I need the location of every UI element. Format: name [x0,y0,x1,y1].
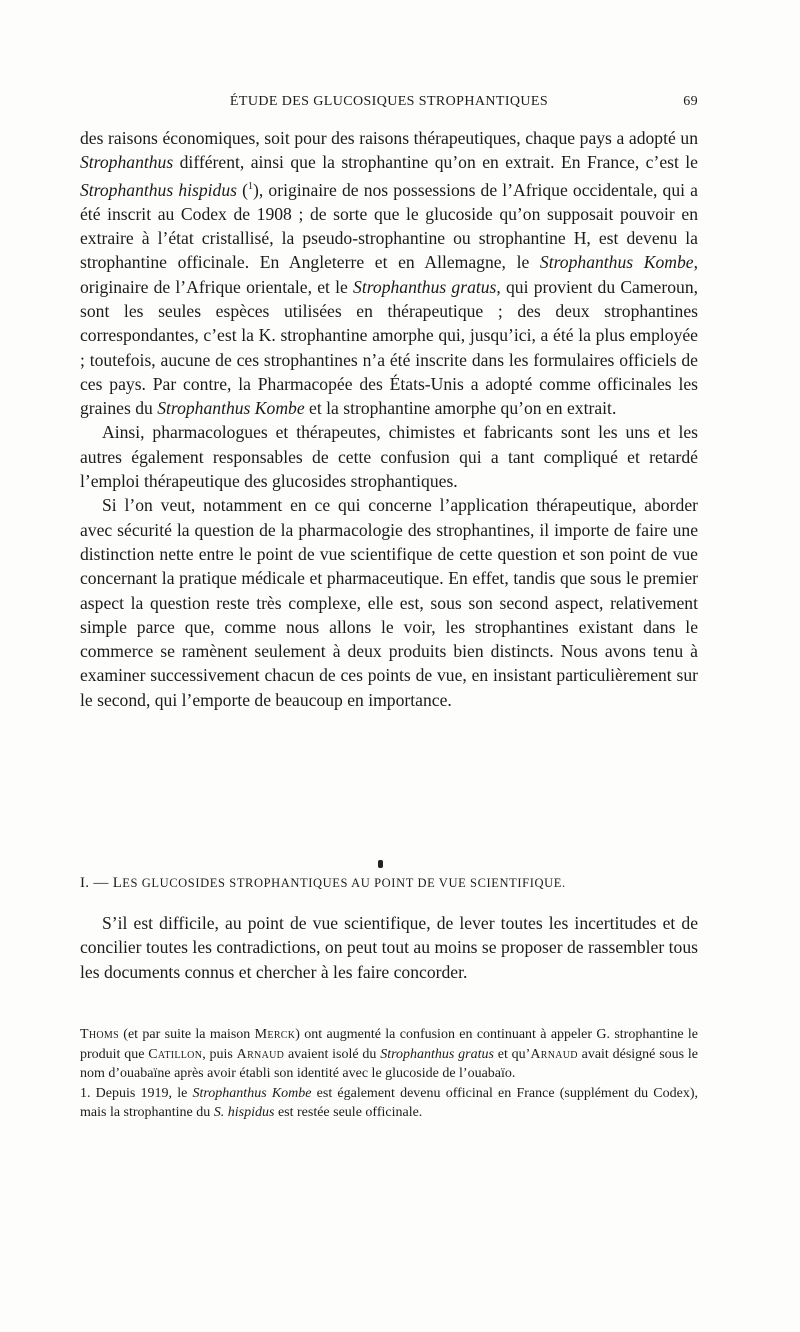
paragraph-3 [80,493,698,712]
text-run: avaient isolé du [284,1046,381,1062]
title-rest: SCIENTIFIQUE. [466,876,566,890]
main-text [80,126,698,712]
italic-text: Strophanthus hispidus [80,179,237,200]
page-number: 69 [683,94,698,109]
text-run: Ainsi, pharmacologues et thérapeutes, chimistes et fabricants sont les uns et les autres également responsables de cette confusion qui a tant compliqué et retardé l’emploi thérapeutique des glucosides strophantiques. [80,422,698,492]
italic-text: Strophanthus [80,152,174,173]
italic-text: Strophanthus Kombe [157,398,305,419]
text-run: Si l’on veut, notamment en ce qui concerne l’application thérapeutique, aborder avec sécurité la question de la pharmacologie des strophantines, il importe de faire une distinction nette entre le point de vue scientifique de cette question et son point de vue concernant la pratique médicale et pharmaceutique. En effet, tandis que sous le premier aspect la question reste très complexe, elle est, sous son second aspect, relativement simple parce que, comme nous allons le voir, les strophantines existant dans le commerce se ramènent seulement à deux produits bien distincts. Nous avons tenu à examiner successivement chacun de ces points de vue, en insistant particulièrement sur le second, qui l’emporte de beaucoup en importance. [80,495,698,710]
title-rest: VUE [435,876,467,890]
note-paragraph [80,1025,698,1084]
text-run: , qui provient du Cameroun, sont les seules espèces utilisées en thérapeutique ; des deux strophantines correspondantes, c’est la K. strophantine amorphe qui, jusqu’ici, a été la plus employée ; toutefois, aucune de ces strophantines n’a été inscrite dans les formulaires officiels de ces pays. Par contre, la Pharmacopée des États-Unis a adopté comme officinales les graines du [80,276,699,419]
italic-text: Strophanthus gratus [353,276,497,297]
author-name: Arnaud [236,1046,285,1062]
paragraph-1 [80,126,698,420]
italic-text: Strophanthus gratus [380,1046,494,1062]
text-run: différent, ainsi que la strophantine qu’on en extrait. En France, c’est le [173,152,698,173]
text-run: avait désigné sous le nom d’ouabaïne après avoir établi son identité avec le glucoside de l’ouabaïo. [80,1046,698,1081]
page-header [80,94,698,116]
title-rest: POINT [370,876,414,890]
footnote-1 [80,1084,698,1123]
italic-text: S. hispidus [213,1105,275,1120]
author-name: Thoms [80,1027,119,1042]
notes [80,1025,698,1123]
title-rest: GLUCOSIDES [138,876,226,890]
text-run: des raisons économiques, soit pour des raisons thérapeutiques, chaque pays a adopté un [80,128,698,148]
title-rest: ES [122,876,139,890]
italic-text: Strophanthus Kombe [192,1085,312,1101]
text-run: est également devenu officinal en France (supplément du Codex), mais la strophantine du [80,1085,698,1120]
author-name: Merck [254,1027,296,1042]
title-rest: AU [348,876,371,890]
author-name: Arnaud [530,1046,578,1062]
title-initial: L [112,875,123,891]
text-run: 1. Depuis 1919, le [80,1085,193,1101]
section-number: I. — [80,875,109,891]
text-run: et qu’ [493,1046,531,1062]
text-run: ), originaire de nos possessions de l’Afrique occidentale, qui a été inscrit au Codex de 1908 ; de sorte que le glucoside qu’on supposait pouvoir en extraire à l’état cristallisé, la pseudo-strophantine ou strophantine H, est devenu la strophantine officinale. En Angleterre et en Allemagne, le [80,179,698,273]
text-run: ( [237,179,249,200]
paragraph-2 [80,420,698,493]
text-run: , originaire de l’Afrique orientale, et le [80,252,698,297]
author-name: Catillon [148,1046,203,1062]
text-run: et la strophantine amorphe qu’on en extrait. [304,398,617,419]
text-run: (et par suite la maison [118,1027,255,1042]
section-title [113,875,566,891]
ink-speck-mark [378,860,383,868]
section-text [80,911,698,984]
title-rest: STROPHANTIQUES [225,876,349,890]
footnote-ref: 1 [248,180,254,192]
italic-text: Strophanthus Kombe [539,252,694,273]
section-heading [80,875,698,892]
running-title: ÉTUDE DES GLUCOSIQUES STROPHANTIQUES [229,94,549,109]
section-paragraph: S’il est difficile, au point de vue scientifique, de lever toutes les incertitudes et de concilier toutes les contradictions, on peut tout au moins se proposer de rassembler tous les documents connus et chercher à les faire concorder. [80,913,698,982]
text-run: est restée seule officinale. [274,1105,423,1120]
title-rest: DE [413,876,436,890]
text-run: , puis [202,1046,237,1062]
text-run: ) ont augmenté la confusion en continuant à appeler G. strophantine le produit que [80,1027,698,1062]
